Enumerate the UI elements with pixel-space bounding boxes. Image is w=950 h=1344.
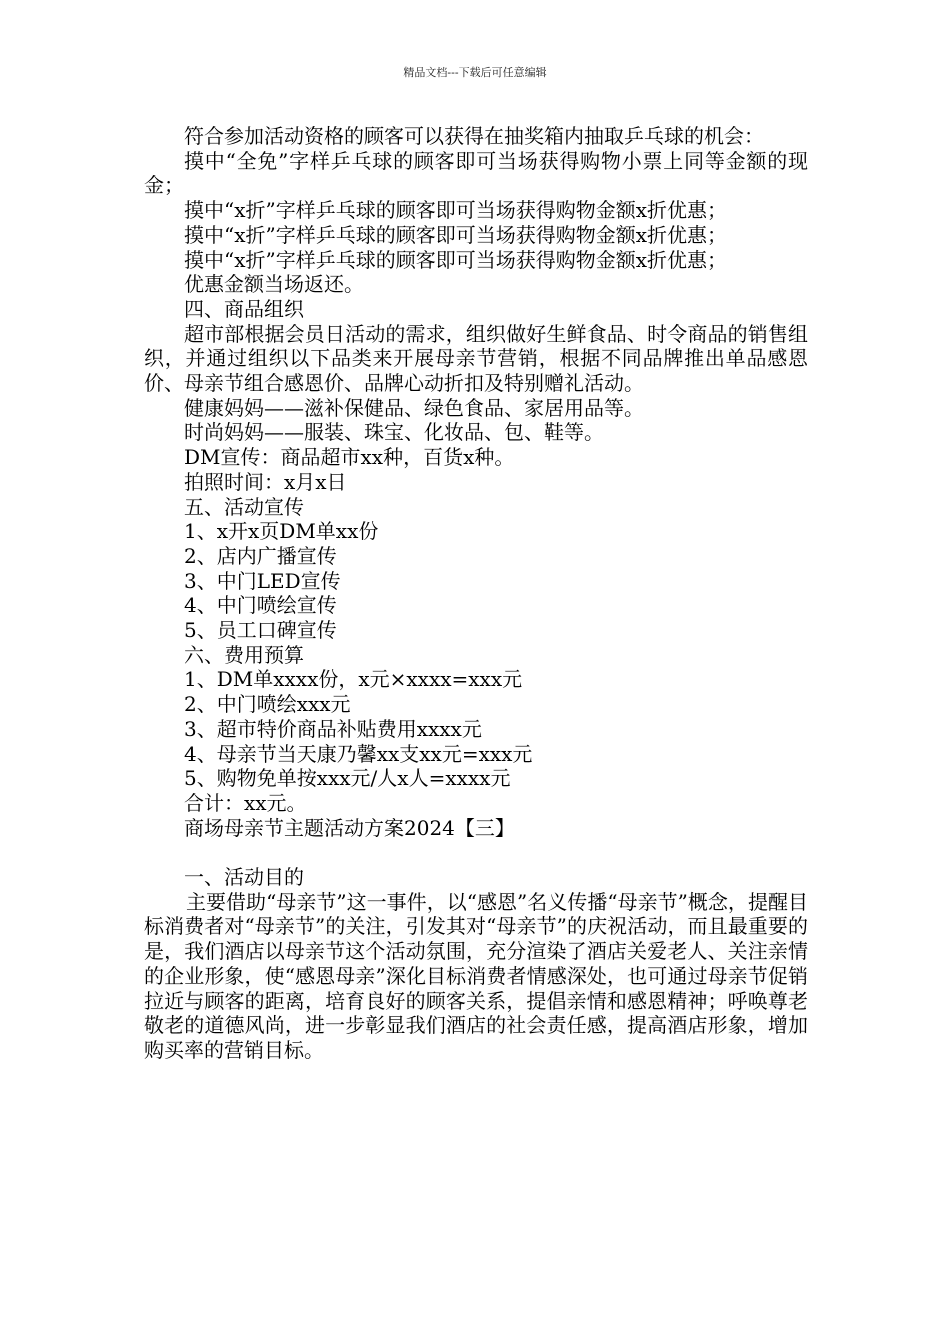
paragraph-event-purpose: 主要借助“母亲节”这一事件，以“感恩”名义传播“母亲节”概念，提醒目标消费者对“母亲节”的关注，引发其对“母亲节”的庆祝活动，而且最重要的是，我们酒店以母亲节这个活动氛围，充分渲染了酒店关爱老人、关注亲情的企业形象，使“感恩母亲”深化目标消费者情感深处，也可通过母亲节促销拉近与顾客的距离，培育良好的顾客关系，提倡亲情和感恩精神；呼唤尊老敬老的道德风尚，进一步彰显我们酒店的社会责任感，提高酒店形象，增加购买率的营销目标。 — [144, 889, 808, 1062]
heading-merchandise-organization: 四、商品组织 — [184, 296, 304, 321]
list-item-promo-5: 5、员工口碑宣传 — [184, 618, 337, 643]
list-item-budget-1: 1、DM单xxxx份，x元×xxxx=xxx元 — [184, 667, 523, 692]
list-item-budget-4: 4、母亲节当天康乃馨xx支xx元=xxx元 — [184, 741, 533, 766]
heading-event-purpose: 一、活动目的 — [184, 865, 304, 890]
document-body — [144, 124, 808, 1063]
list-item-photo-time: 拍照时间：x月x日 — [184, 469, 347, 494]
paragraph-discount-ball-1: 摸中“x折”字样乒乓球的顾客即可当场获得购物金额x折优惠； — [184, 198, 728, 223]
paragraph-refund-on-spot: 优惠金额当场返还。 — [184, 272, 364, 297]
list-item-budget-3: 3、超市特价商品补贴费用xxxx元 — [184, 716, 482, 741]
paragraph-supermarket-plan: 超市部根据会员日活动的需求，组织做好生鲜食品、时令商品的销售组织，并通过组织以下品类来开展母亲节营销，根据不同品牌推出单品感恩价、母亲节组合感恩价、品牌心动折扣及特别赠礼活动。 — [144, 321, 808, 396]
paragraph-lottery-eligibility: 符合参加活动资格的顾客可以获得在抽奖箱内抽取乒乓球的机会： — [184, 124, 764, 148]
budget-total: 合计：xx元。 — [184, 790, 307, 815]
section-title-plan-three: 商场母亲节主题活动方案2024【三】 — [184, 815, 515, 840]
list-item-promo-2: 2、店内广播宣传 — [184, 543, 337, 568]
list-item-budget-5: 5、购物免单按xxx元/人x人=xxxx元 — [184, 766, 511, 791]
list-item-healthy-mom: 健康妈妈——滋补保健品、绿色食品、家居用品等。 — [184, 395, 644, 420]
list-item-fashion-mom: 时尚妈妈——服装、珠宝、化妆品、包、鞋等。 — [184, 420, 604, 445]
list-item-promo-1: 1、x开x页DM单xx份 — [184, 519, 379, 544]
heading-budget: 六、费用预算 — [184, 642, 304, 667]
paragraph-discount-ball-2: 摸中“x折”字样乒乓球的顾客即可当场获得购物金额x折优惠； — [184, 222, 728, 247]
page-header: 精品文档---下载后可任意编辑 — [403, 66, 547, 79]
heading-event-promotion: 五、活动宣传 — [184, 494, 304, 519]
blank-line — [144, 840, 808, 865]
paragraph-free-ball: 摸中“全免”字样乒乓球的顾客即可当场获得购物小票上同等金额的现金； — [144, 148, 808, 198]
list-item-dm-promotion: DM宣传：商品超市xx种，百货x种。 — [184, 445, 515, 470]
paragraph-discount-ball-3: 摸中“x折”字样乒乓球的顾客即可当场获得购物金额x折优惠； — [184, 247, 728, 272]
list-item-budget-2: 2、中门喷绘xxx元 — [184, 692, 351, 717]
list-item-promo-3: 3、中门LED宣传 — [184, 568, 341, 593]
list-item-promo-4: 4、中门喷绘宣传 — [184, 593, 337, 618]
